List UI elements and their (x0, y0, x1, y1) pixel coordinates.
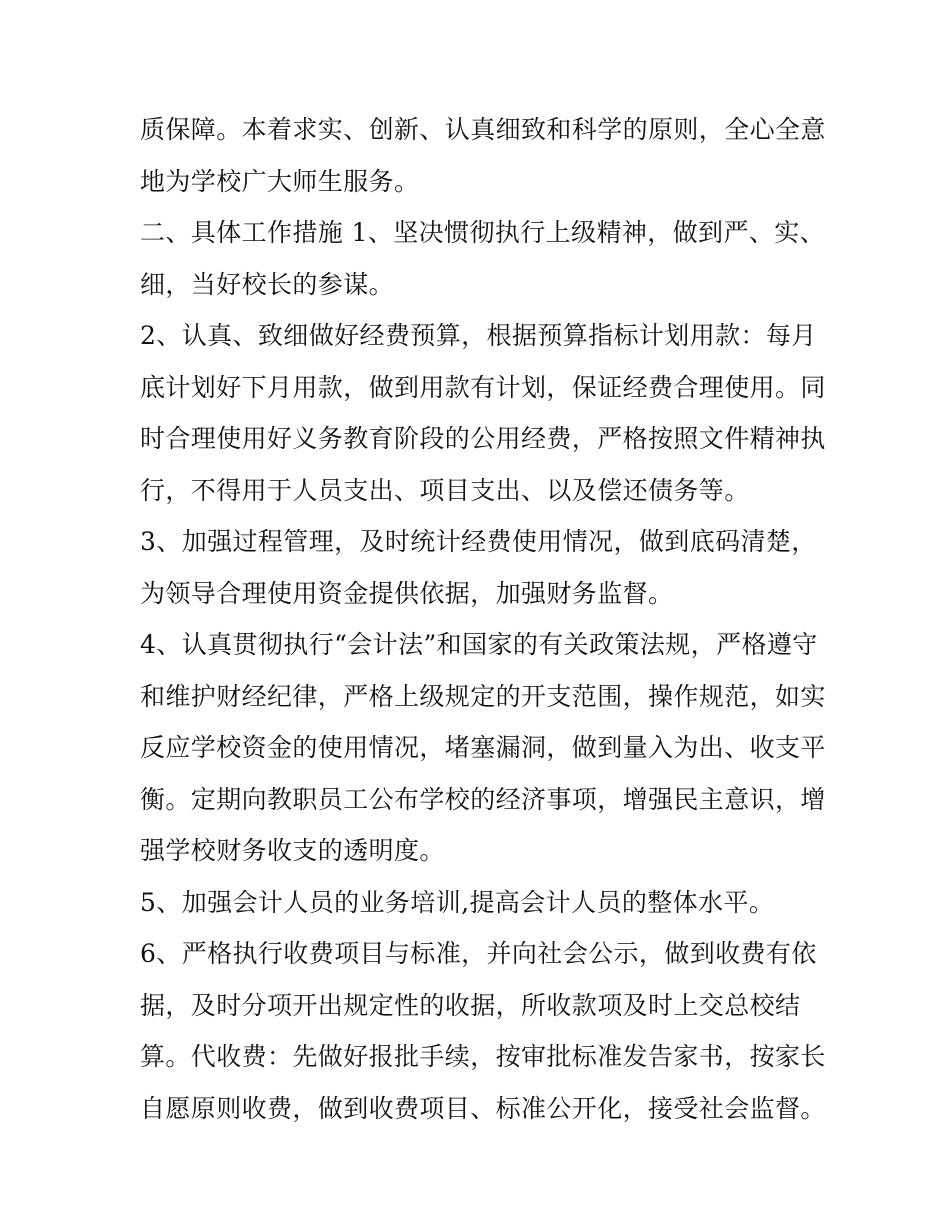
text-line: 算。代收费：先做好报批手续，按审批标准发告家书，按家长 (140, 1042, 826, 1071)
text-line: 和维护财经纪律，严格上级规定的开支范围，操作规范，如实 (140, 681, 826, 711)
text-line: 自愿原则收费，做到收费项目、标准公开化，接受社会监督。 (140, 1093, 826, 1123)
text-line: 6、严格执行收费项目与标准，并向社会公示，做到收费有依 (140, 939, 817, 968)
text-line: 地为学校广大师生服务。 (140, 166, 420, 196)
text-line: 质保障。本着求实、创新、认真细致和科学的原则，全心全意 (140, 115, 826, 144)
text-line: 时合理使用好义务教育阶段的公用经费，严格按照文件精神执 (140, 424, 826, 453)
text-line: 4、认真贯彻执行“会计法”和国家的有关政策法规，严格遵守 (140, 630, 818, 659)
text-line: 行，不得用于人员支出、项目支出、以及偿还债务等。 (140, 475, 750, 505)
text-line: 5、加强会计人员的业务培训,提高会计人员的整体水平。 (140, 887, 775, 917)
text-line: 二、具体工作措施 1、坚决惯彻执行上级精神，做到严、实、 (140, 218, 826, 247)
text-line: 为领导合理使用资金提供依据，加强财务监督。 (140, 578, 674, 608)
text-line: 3、加强过程管理，及时统计经费使用情况，做到底码清楚， (140, 527, 817, 556)
text-line: 底计划好下月用款，做到用款有计划，保证经费合理使用。同 (140, 372, 826, 402)
text-line: 反应学校资金的使用情况，堵塞漏洞，做到量入为出、收支平 (140, 733, 826, 762)
text-line: 衡。定期向教职员工公布学校的经济事项，增强民主意识，增 (140, 784, 826, 814)
document-body (140, 104, 826, 1134)
text-line: 细，当好校长的参谋。 (140, 269, 395, 299)
text-line: 强学校财务收支的透明度。 (140, 836, 445, 865)
text-line: 2、认真、致细做好经费预算，根据预算指标计划用款：每月 (140, 321, 817, 350)
text-line: 据，及时分项开出规定性的收据，所收款项及时上交总校结 (140, 990, 801, 1020)
